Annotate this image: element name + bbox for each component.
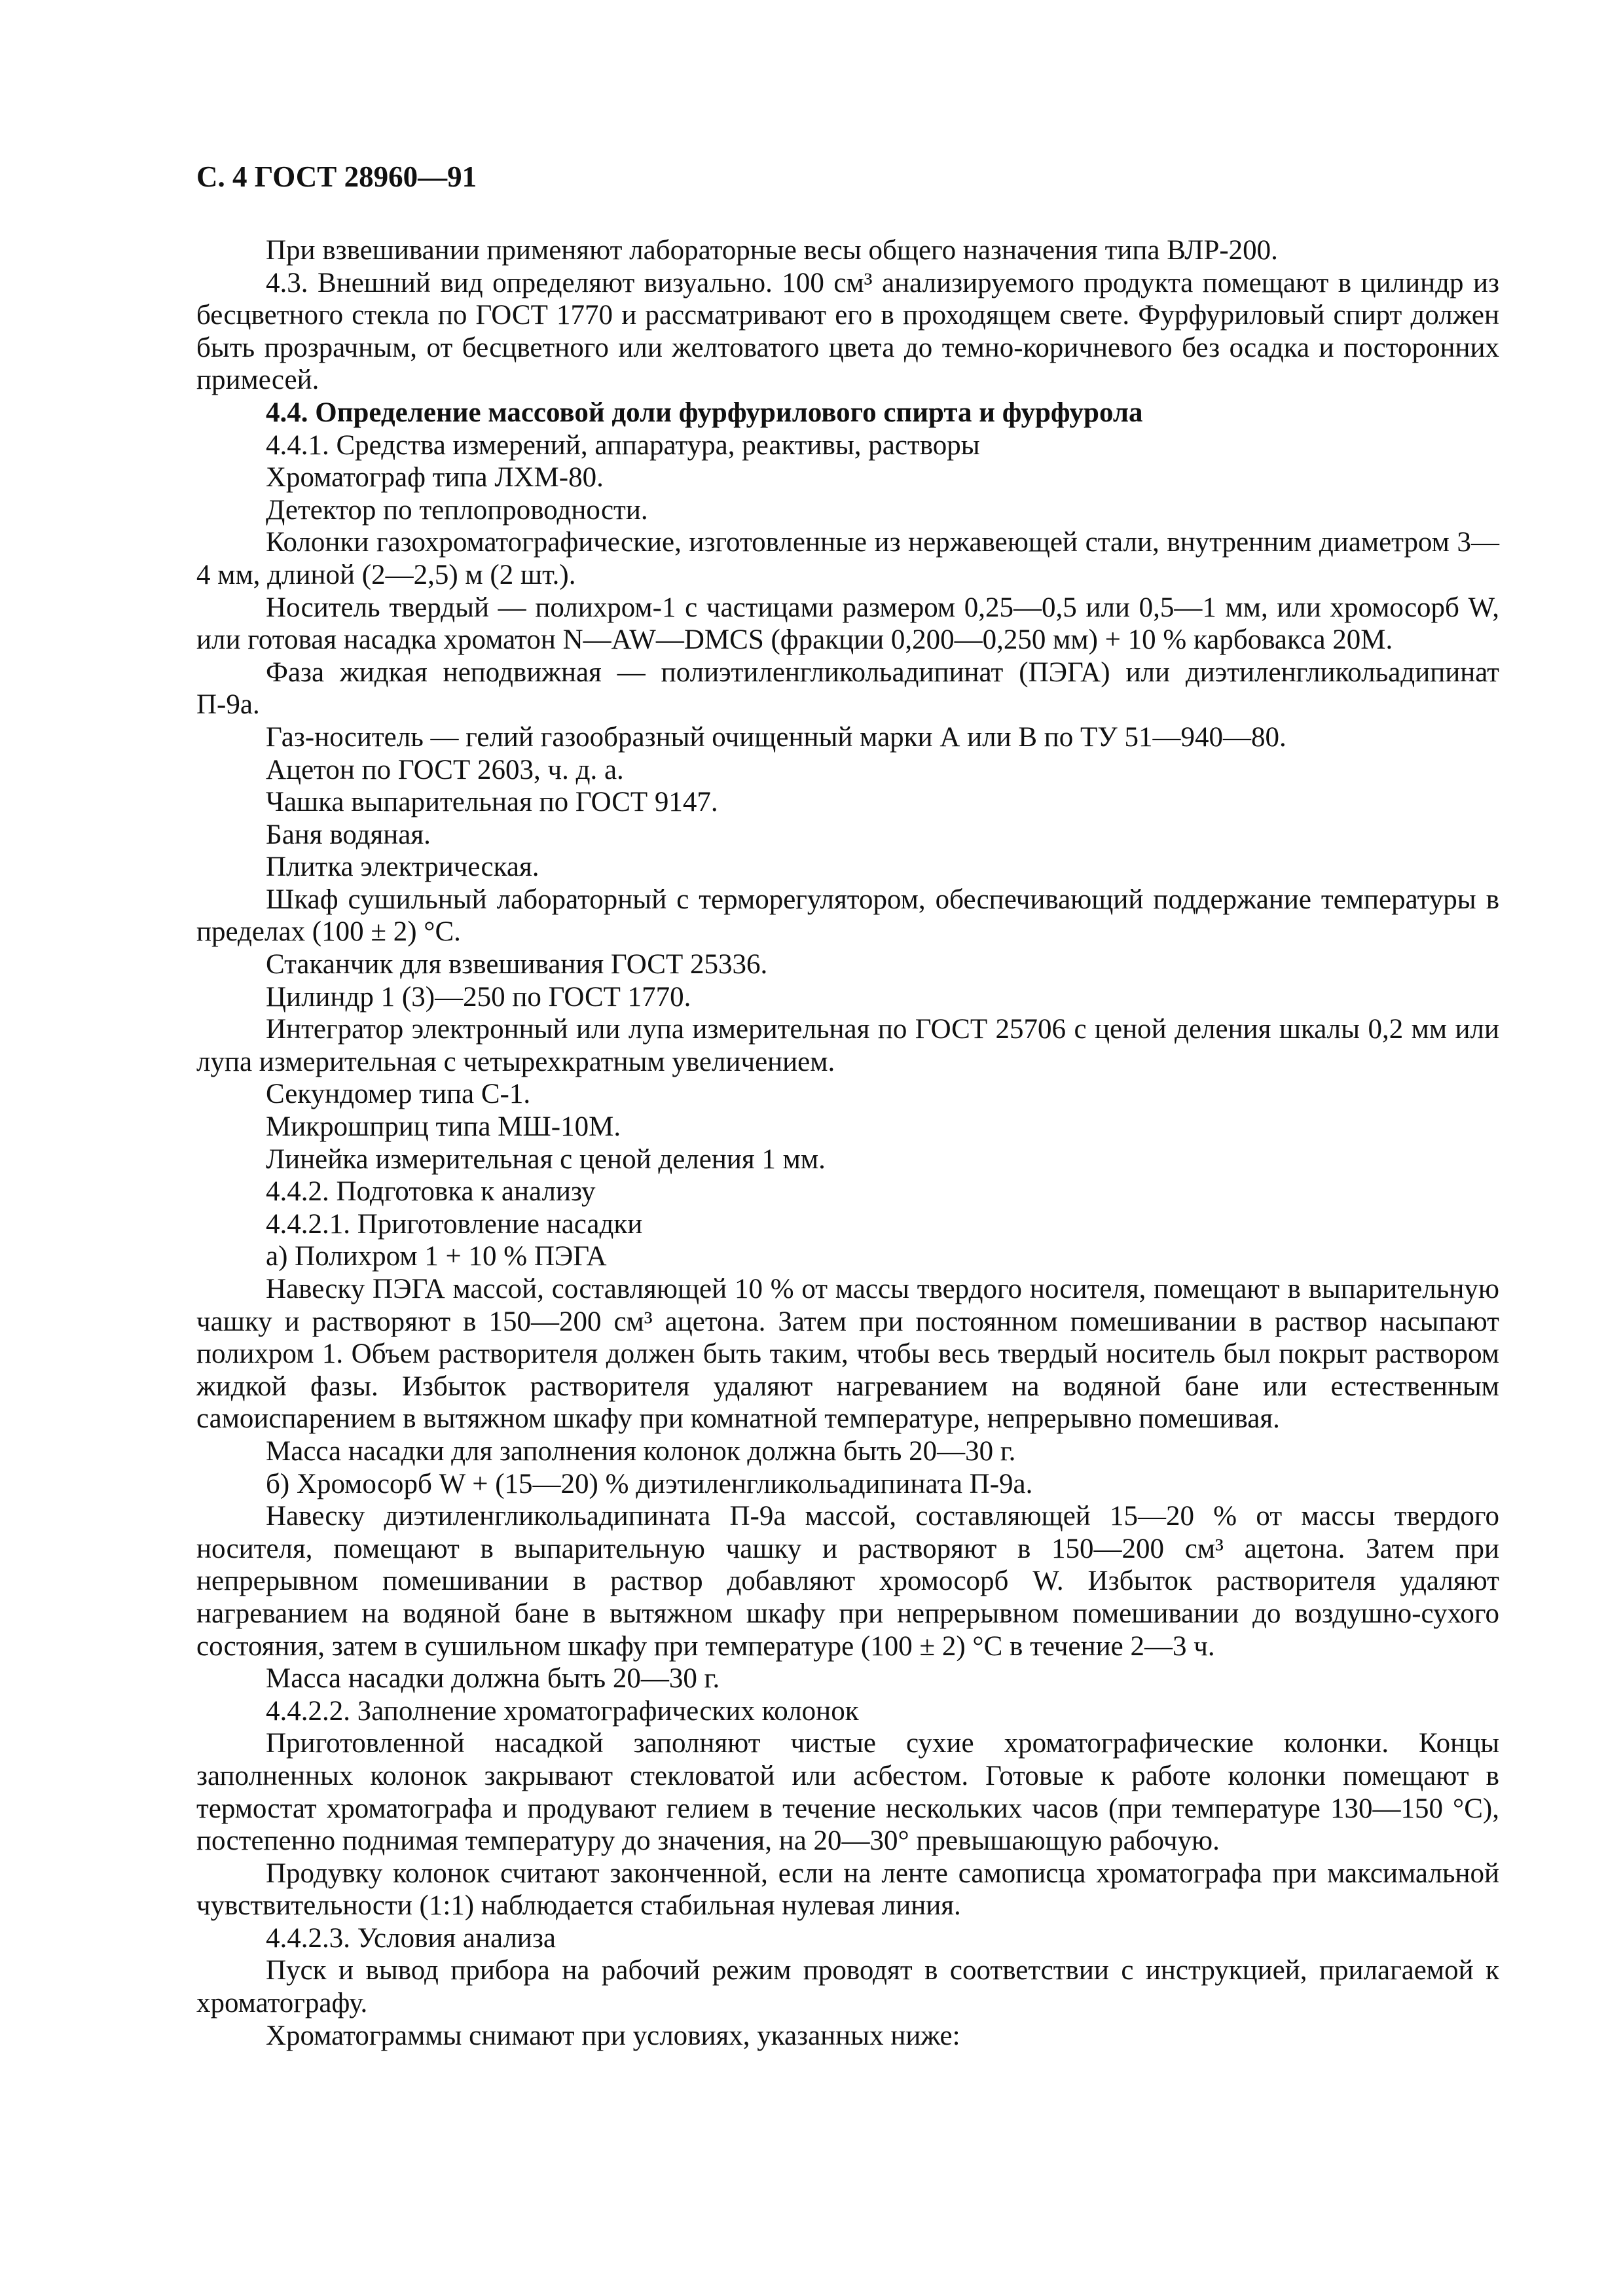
list-item: Интегратор электронный или лупа измерительная по ГОСТ 25706 с ценой деления шкалы 0,2 мм или лупа измерительная с четырехкратным увеличением. <box>196 1014 1499 1077</box>
list-item: Секундомер типа С-1. <box>266 1079 531 1110</box>
list-item: Плитка электрическая. <box>266 852 539 883</box>
paragraph: При взвешивании применяют лабораторные весы общего назначения типа ВЛР-200. <box>266 235 1278 266</box>
list-item: Колонки газохроматографические, изготовленные из нержавеющей стали, внутренним диаметром 3—4 мм, длиной (2—2,5) м (2 шт.). <box>196 527 1499 590</box>
list-item: Детектор по теплопроводности. <box>266 494 648 526</box>
list-item: Чашка выпарительная по ГОСТ 9147. <box>266 787 718 818</box>
list-item: Микрошприц типа МШ-10М. <box>266 1111 621 1143</box>
paragraph: Масса насадки для заполнения колонок должна быть 20—30 г. <box>266 1435 1016 1467</box>
page-header: С. 4 ГОСТ 28960—91 <box>196 160 477 193</box>
paragraph: Навеску ПЭГА массой, составляющей 10 % от массы твердого носителя, помещают в выпарительную чашку и растворяют в 150—200 см³ ацетона. Затем при постоянном помешивании в раствор насыпают полихром 1. Объем растворителя должен быть таким, чтобы весь твердый носитель был покрыт раствором жидкой фазы. Избыток растворителя удаляют нагреванием на водяной бане или естественным самоиспарением в вытяжном шкафу при комнатной температуре, непрерывно помешивая. <box>196 1274 1499 1435</box>
list-item: Баня водяная. <box>266 819 431 850</box>
paragraph: Навеску диэтиленгликольадипината П-9а массой, составляющей 15—20 % от массы твердого носителя, помещают в выпарительную чашку и растворяют в 150—200 см³ ацетона. Затем при непрерывном помешивании в раствор добавляют хромосорб W. Избыток растворителя удаляют нагреванием на водяной бане в вытяжном шкафу при непрерывном помешивании до воздушно-сухого состояния, затем в сушильном шкафу при температуре (100 ± 2) °С в течение 2—3 ч. <box>196 1501 1499 1662</box>
list-item: Хроматограф типа ЛХМ-80. <box>266 462 604 493</box>
subsection-heading: 4.4.1. Средства измерений, аппаратура, реактивы, растворы <box>266 429 980 461</box>
subsection-heading: 4.4.2.3. Условия анализа <box>266 1922 556 1954</box>
paragraph: Приготовленной насадкой заполняют чистые сухие хроматографические колонки. Концы заполненных колонок закрывают стекловатой или асбестом. Готовые к работе колонки помещают в термостат хроматографа и продувают гелием в течение нескольких часов (при температуре 130—150 °С), постепенно поднимая температуру до значения, на 20—30° превышающую рабочую. <box>196 1728 1499 1857</box>
list-item: Цилиндр 1 (3)—250 по ГОСТ 1770. <box>266 981 691 1013</box>
paragraph: 4.3. Внешний вид определяют визуально. 100 см³ анализируемого продукта помещают в цилиндр из бесцветного стекла по ГОСТ 1770 и рассматривают его в проходящем свете. Фурфуриловый спирт должен быть прозрачным, от бесцветного или желтоватого цвета до темно-коричневого без осадка и посторонних примесей. <box>196 267 1499 396</box>
list-item: Фаза жидкая неподвижная — полиэтиленгликольадипинат (ПЭГА) или диэтиленгликольадипинат П-9а. <box>196 656 1499 721</box>
section-heading: 4.4. Определение массовой доли фурфурилового спирта и фурфурола <box>266 397 1143 428</box>
paragraph: Хроматограммы снимают при условиях, указанных ниже: <box>266 2020 960 2051</box>
paragraph: а) Полихром 1 + 10 % ПЭГА <box>266 1241 607 1272</box>
subsection-heading: 4.4.2.2. Заполнение хроматографических колонок <box>266 1695 859 1727</box>
list-item: Газ-носитель — гелий газообразный очищенный марки А или В по ТУ 51—940—80. <box>266 721 1286 753</box>
paragraph: б) Хромосорб W + (15—20) % диэтиленгликольадипината П-9а. <box>266 1468 1033 1499</box>
list-item: Линейка измерительная с ценой деления 1 мм. <box>266 1143 826 1175</box>
subsection-heading: 4.4.2.1. Приготовление насадки <box>266 1208 643 1240</box>
subsection-heading: 4.4.2. Подготовка к анализу <box>266 1176 596 1208</box>
list-item: Шкаф сушильный лабораторный с терморегулятором, обеспечивающий поддержание температуры в пределах (100 ± 2) °С. <box>196 884 1499 948</box>
paragraph: Масса насадки должна быть 20—30 г. <box>266 1663 720 1695</box>
list-item: Ацетон по ГОСТ 2603, ч. д. а. <box>266 754 624 785</box>
paragraph: Продувку колонок считают законченной, если на ленте самописца хроматографа при максимальной чувствительности (1:1) наблюдается стабильная нулевая линия. <box>196 1857 1499 1922</box>
document-page <box>196 160 1499 2052</box>
list-item: Стаканчик для взвешивания ГОСТ 25336. <box>266 949 768 980</box>
paragraph: Пуск и вывод прибора на рабочий режим проводят в соответствии с инструкцией, прилагаемой к хроматографу. <box>196 1955 1499 2019</box>
list-item: Носитель твердый — полихром-1 с частицами размером 0,25—0,5 или 0,5—1 мм, или хромосорб W, или готовая насадка хроматон N—AW—DMCS (фракции 0,200—0,250 мм) + 10 % карбовакса 20М. <box>196 592 1499 656</box>
